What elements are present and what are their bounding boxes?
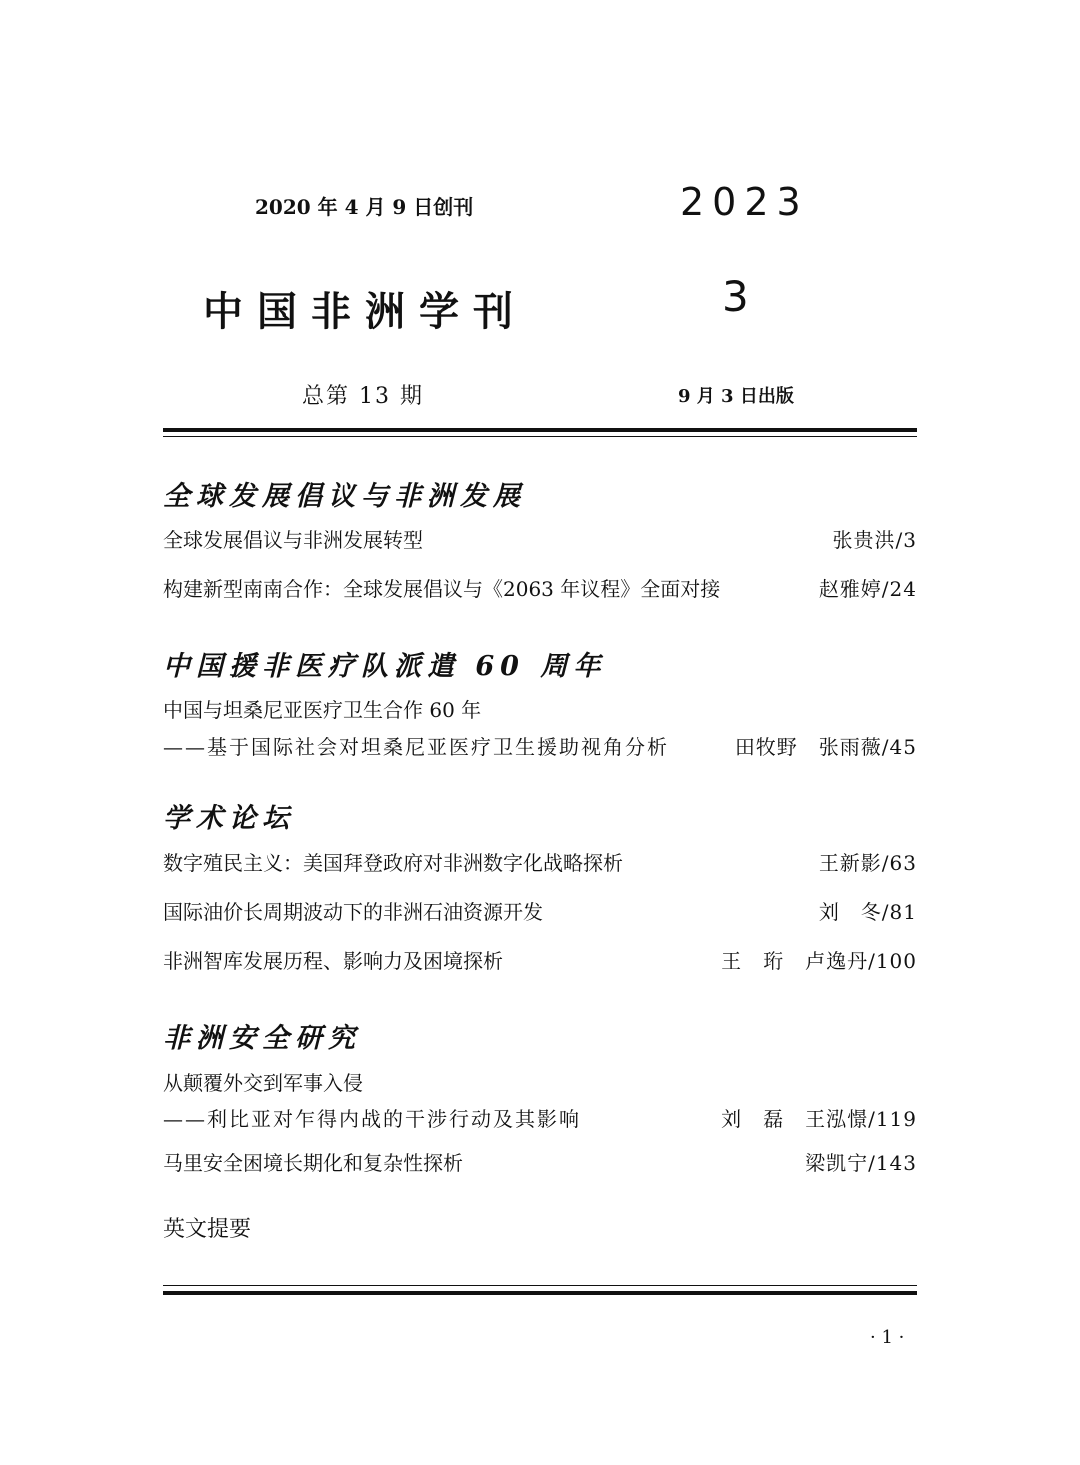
founded-date: 2020 年 4 月 9 日创刊 — [255, 195, 474, 219]
section-heading: 学术论坛 — [163, 803, 295, 834]
section-heading: 全球发展倡议与非洲发展 — [163, 481, 526, 512]
page-number: · 1 · — [870, 1327, 905, 1348]
article-title: 数字殖民主义：美国拜登政府对非洲数字化战略探析 — [163, 851, 623, 875]
publish-date: 9 月 3 日出版 — [678, 386, 794, 407]
article-subtitle: ——利比亚对乍得内战的干涉行动及其影响 — [163, 1107, 581, 1131]
journal-title: 中国非洲学刊 — [203, 288, 527, 335]
article-title: 中国与坦桑尼亚医疗卫生合作 60 年 — [163, 698, 482, 722]
issue-number: 3 — [722, 272, 749, 321]
issue-year: 2023 — [680, 180, 809, 224]
article-title: 全球发展倡议与非洲发展转型 — [163, 528, 423, 552]
article-title: 国际油价长周期波动下的非洲石油资源开发 — [163, 900, 543, 924]
section-heading: 中国援非医疗队派遣 60 周年 — [163, 651, 607, 682]
article-title: 非洲智库发展历程、影响力及困境探析 — [163, 949, 503, 973]
bottom-rule-thick — [163, 1291, 917, 1295]
article-author: 刘 冬/81 — [818, 900, 917, 924]
top-rule-thin — [163, 436, 917, 437]
article-author: 刘 磊 王泓憬/119 — [721, 1107, 917, 1131]
article-title: 从颠覆外交到军事入侵 — [163, 1071, 363, 1095]
section-heading: 非洲安全研究 — [163, 1023, 361, 1054]
article-title: 马里安全困境长期化和复杂性探析 — [163, 1151, 463, 1175]
article-author: 王新影/63 — [818, 851, 917, 875]
article-title: 构建新型南南合作：全球发展倡议与《2063 年议程》全面对接 — [163, 577, 721, 601]
english-abstract-heading[interactable]: 英文提要 — [163, 1217, 252, 1242]
article-author: 赵雅婷/24 — [818, 577, 917, 601]
article-author: 王 珩 卢逸丹/100 — [721, 949, 917, 973]
top-rule-thick — [163, 428, 917, 432]
article-subtitle: ——基于国际社会对坦桑尼亚医疗卫生援助视角分析 — [163, 735, 669, 759]
article-author: 田牧野 张雨薇/45 — [734, 735, 917, 759]
article-author: 张贵洪/3 — [832, 528, 917, 552]
total-issue: 总第 13 期 — [302, 384, 424, 409]
bottom-rule-thin — [163, 1285, 917, 1286]
article-author: 梁凯宁/143 — [805, 1151, 917, 1175]
